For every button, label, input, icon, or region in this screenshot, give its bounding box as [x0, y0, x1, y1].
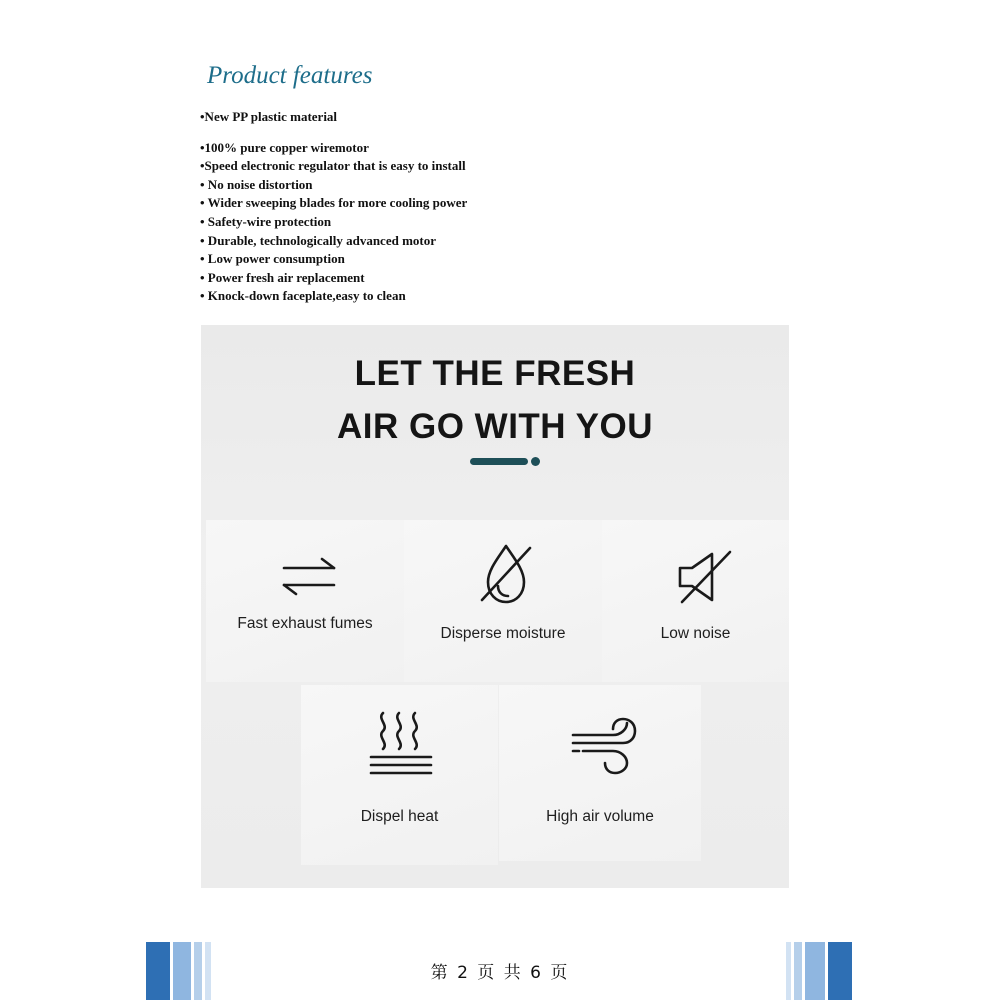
card-label: Fast exhaust fumes: [237, 615, 373, 632]
page-number: 第 2 页 共 6 页: [430, 963, 570, 983]
feature-card-air-volume: [499, 685, 701, 861]
feature-card-exhaust: [206, 520, 404, 682]
feature-item: • Safety-wire protection: [200, 213, 332, 229]
feature-card-noise: [602, 520, 789, 682]
card-label: Dispel heat: [360, 808, 439, 825]
feature-item: • Durable, technologically advanced motor: [200, 232, 437, 248]
water-drop-slash-icon: [476, 542, 536, 606]
feature-card-heat: [301, 685, 498, 865]
feature-item: • Low power consumption: [200, 251, 345, 267]
promo-banner: [201, 325, 789, 888]
product-features-heading: Product features: [207, 62, 373, 89]
accent-bar: [470, 458, 528, 465]
feature-item: • Knock-down faceplate,easy to clean: [200, 288, 406, 304]
heat-waves-icon: [367, 709, 435, 775]
feature-item: • Power fresh air replacement: [200, 269, 365, 285]
card-label: Low noise: [660, 625, 731, 642]
card-label: Disperse moisture: [440, 625, 566, 642]
feature-list: [200, 108, 467, 306]
banner-title: [201, 347, 789, 453]
feature-card-moisture: [404, 520, 602, 682]
feature-item: •New PP plastic material: [200, 109, 338, 124]
wind-icon: [569, 717, 637, 775]
feature-item: •100% pure copper wiremotor: [200, 139, 369, 155]
accent-dot: [531, 457, 540, 466]
arrows-exchange-icon: [278, 556, 340, 598]
banner-title-line: LET THE FRESH: [354, 354, 636, 393]
speaker-mute-icon: [672, 548, 734, 606]
banner-title-line: AIR GO WITH YOU: [336, 407, 654, 446]
feature-item: •Speed electronic regulator that is easy to install: [200, 158, 466, 174]
feature-item: • No noise distortion: [200, 176, 313, 192]
feature-item: • Wider sweeping blades for more cooling power: [200, 195, 468, 211]
card-label: High air volume: [546, 808, 654, 825]
